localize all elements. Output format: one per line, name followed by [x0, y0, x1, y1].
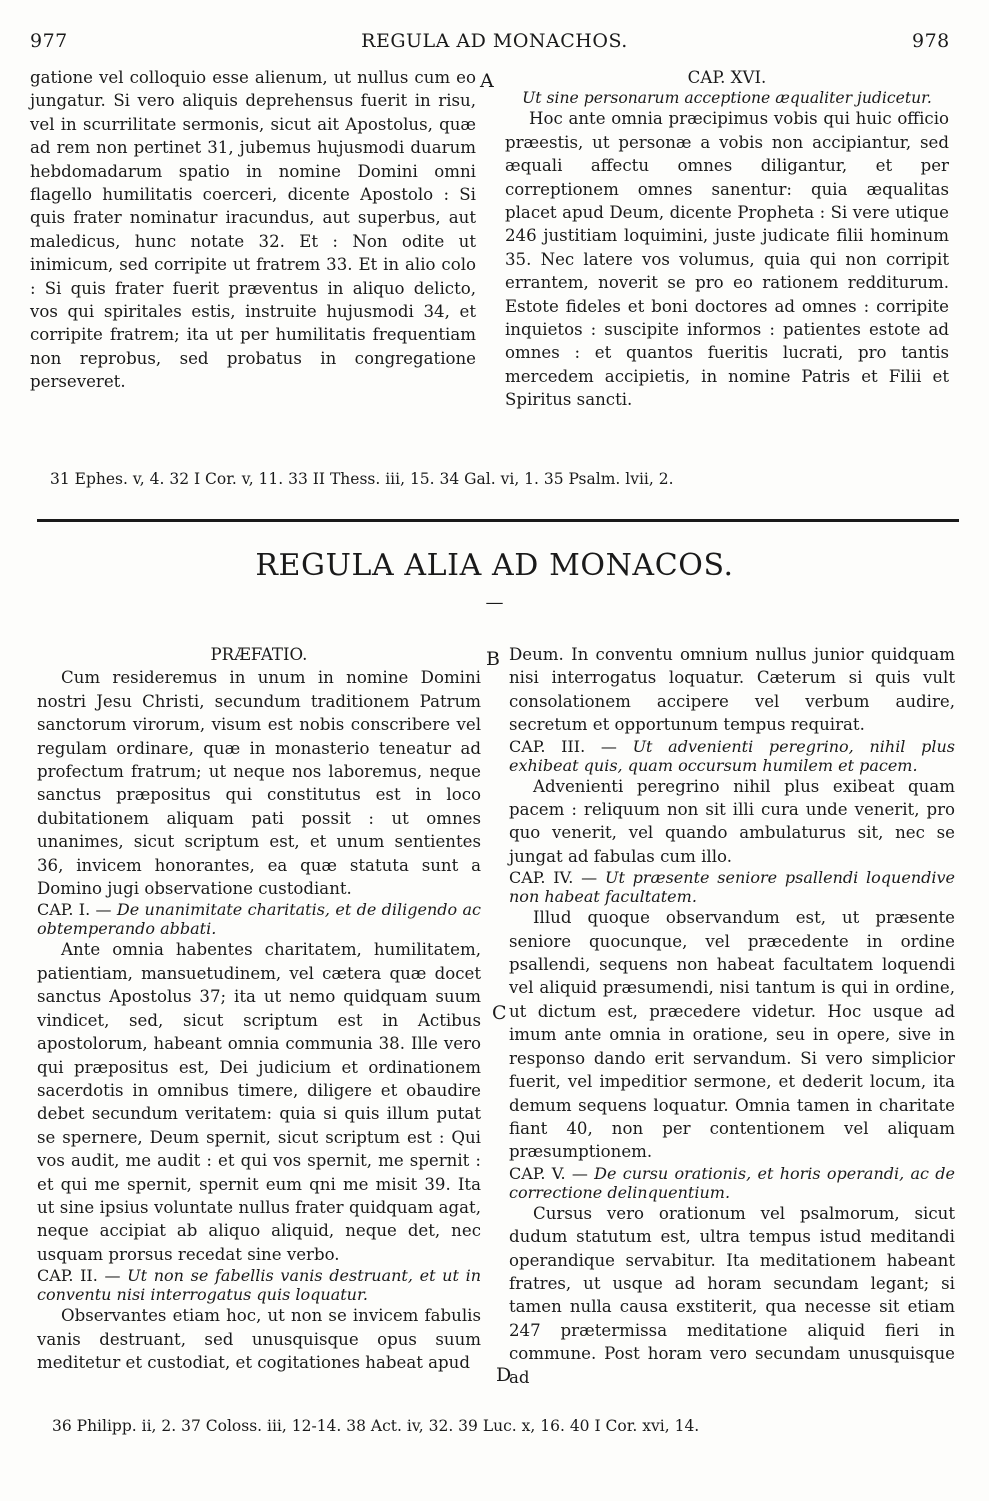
section-divider [37, 519, 959, 522]
cap3-heading [509, 737, 955, 775]
praefatio-title: PRÆFATIO. [210, 645, 308, 664]
margin-marker-d: D [496, 1364, 512, 1386]
cap3-label: CAP. III. — [509, 736, 617, 756]
top-footnotes: 31 Ephes. v, 4. 32 I Cor. v, 11. 33 II Thess. iii, 15. 34 Gal. vi, 1. 35 Psalm. lvii, 2. [50, 470, 674, 488]
page-number-left: 977 [30, 30, 68, 52]
cap5-heading [509, 1164, 955, 1202]
top-left-column [30, 66, 476, 394]
section-dash: — [485, 592, 504, 613]
cap16-text: Hoc ante omnia præcipimus vobis qui huic officio præestis, ut personæ a vobis non accipiantur, sed æquali affectu omnes diligantur, et per correptionem omnes sanentur: quia æqualitas placet apud Deum, dicente Propheta : Si vere utique 246 justitiam loquimini, juste judicate filii hominum 35. Nec latere vos volumus, quia qui non corripit errantem, noverit se pro eo rationem redditurum. Estote fideles et boni doctores ad omnes : corripite inquietos : suscipite informos : patientes estote ad omnes : et quantos fueritis lucrati, pro tantis mercedem accipietis, in nomine Patris et Filii et Spiritus sancti. [505, 109, 949, 410]
running-title: REGULA AD MONACHOS. [361, 30, 628, 52]
right-text-1: Deum. In conventu omnium nullus junior quidquam nisi interrogatus loquatur. Cæterum si quis vult consolationem accipere vel verbum audire, secretum et opportunum tempus requirat. [509, 645, 955, 735]
bottom-right-column [509, 643, 955, 1389]
cap1-title: De unanimitate charitatis, et de diligendo ac obtemperando abbati. [37, 900, 482, 939]
cap4-text: Illud quoque observandum est, ut præsente seniore quocunque, vel præcedente in ordine psallendi, sequens non habeat facultatem loquendi vel aliquid præsumendi, nisi tantum is qui in ordine, ut dictum est, præcedere videtur. Hoc usque ad imum ante omnia in oratione, seu in opere, sive in responso dando erit servandum. Si vero simplicior fuerit, vel impeditior sermone, et dederit locum, ita demum sequens loquatur. Omnia tamen in charitate fiant 40, non per contentionem vel aliquam præsumptionem. [509, 908, 955, 1162]
cap4-label: CAP. IV. — [509, 868, 598, 888]
cap2-title: Ut non se fabellis vanis destruant, et ut in conventu nisi interrogatus quis loquatur. [37, 1266, 482, 1305]
cap4-heading [509, 868, 955, 906]
cap1-label: CAP. I. — [37, 900, 112, 920]
cap2-text: Observantes etiam hoc, ut non se invicem fabulis vanis destruant, sed unusquisque opus suum meditetur et custodiat, et cogitationes habeat apud [37, 1306, 481, 1372]
cap3-text: Advenienti peregrino nihil plus exibeat quam pacem : reliquum non sit illi cura unde venerit, pro quo venerit, vel quando ambulaturus sit, nec se jungat ad fabulas cum illo. [509, 776, 955, 866]
cap16-title: CAP. XVI. [687, 68, 767, 87]
cap5-title: De cursu orationis, et horis operandi, ac de correctione delinquentium. [509, 1163, 956, 1202]
page-number-right: 978 [912, 30, 950, 52]
bottom-left-column [37, 643, 481, 1374]
top-left-text: gatione vel colloquio esse alienum, ut nullus cum eo jungatur. Si vero aliquis deprehensus fuerit in risu, vel in scurrilitate sermonis, sicut ait Apostolus, quæ ad rem non pertinet 31, jubemus hujusmodi duarum hebdomadarum spatio in nomine Domini omni flagello humilitatis coerceri, dicente Apostolo : Si quis frater nominatur iracundus, aut superbus, aut maledicus, hunc notate 32. Et : Non odite ut inimicum, sed corripite ut fratrem 33. Et in alio colo : Si quis frater fuerit præventus in aliquo delicto, vos qui spiritales estis, instruite hujusmodi 34, et corripite fratrem; ita ut per humilitatis frequentiam non reprobus, sed probatus in congregatione perseveret. [30, 68, 476, 392]
bottom-footnotes: 36 Philipp. ii, 2. 37 Coloss. iii, 12-14. 38 Act. iv, 32. 39 Luc. x, 16. 40 I Cor. xvi, 14. [52, 1417, 700, 1435]
cap4-title: Ut præsente seniore psallendi loquendive non habeat facultatem. [509, 868, 955, 907]
section-title: REGULA ALIA AD MONACOS. [255, 548, 734, 583]
cap1-text: Ante omnia habentes charitatem, humilitatem, patientiam, mansuetudinem, vel cætera quæ docet sanctus Apostolus 37; ita ut nemo quidquam suum vindicet, sed, sicut scriptum est in Actibus apostolorum, habeant omnia communia 38. Ille vero qui præpositus est, Dei judicium et ordinationem sacerdotis in omnibus timere, diligere et obaudire debet secundum veritatem: quia si quis illum putat se spernere, Deum spernit, sicut scriptum est : Qui vos audit, me audit : et qui vos spernit, me spernit : et qui me spernit, spernit eum qni me misit 39. Ita ut sine ipsius voluntate nullus frater quidquam agat, neque accipiat ab aliquo aliquid, neque det, nec usquam prorsus recedat sine verbo. [37, 940, 481, 1264]
cap5-text: Cursus vero orationum vel psalmorum, sicut dudum statutum est, ultra tempus istud meditandi operandique servabitur. Ita meditationem habeant fratres, ut usque ad horam secundam legant; si tamen nulla causa exstiterit, qua necesse sit etiam 247 prætermissa meditatione aliquid fieri in commune. Post horam vero secundam unusquisque ad [509, 1203, 955, 1387]
margin-marker-a: A [480, 70, 494, 92]
cap2-heading [37, 1266, 481, 1304]
top-right-column [505, 66, 949, 412]
margin-marker-c: C [492, 1002, 507, 1024]
cap16-subtitle: Ut sine personarum acceptione æqualiter judicetur. [522, 89, 932, 108]
cap1-heading [37, 900, 481, 938]
cap2-label: CAP. II. — [37, 1266, 121, 1286]
cap5-label: CAP. V. — [509, 1163, 588, 1183]
cap3-title: Ut advenienti peregrino, nihil plus exhibeat quis, quam occursum humilem et pacem. [509, 736, 956, 775]
praefatio-text: Cum resideremus in unum in nomine Domini nostri Jesu Christi, secundum traditionem Patrum sanctorum virorum, visum est nobis conscribere vel regulam ordinare, quæ in monasterio teneatur ad profectum fratrum; ut neque nos laboremus, neque sanctus præpositus qui constitutus est in loco dubitationem aliquam pati possit : ut omnes unanimes, sicut scriptum est, et unum sentientes 36, invicem honorantes, ea quæ statuta sunt a Domino jugi observatione custodiant. [37, 668, 481, 899]
margin-marker-b: B [486, 648, 500, 670]
